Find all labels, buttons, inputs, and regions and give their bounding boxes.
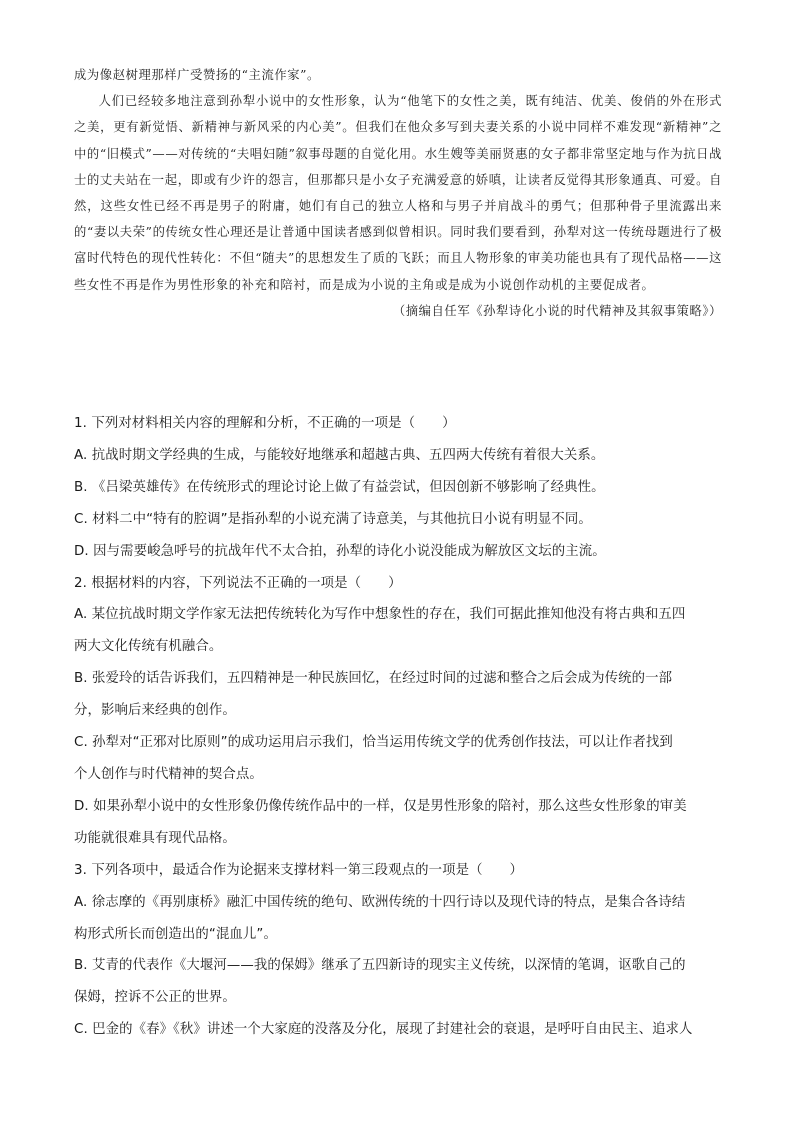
option-b-cont: 保姆，控诉不公正的世界。 xyxy=(74,990,236,1006)
option-d-cont: 功能就很难具有现代品格。 xyxy=(74,830,236,846)
passage-source: （摘编自任军《孙犁诗化小说的时代精神及其叙事策略》） xyxy=(392,303,722,318)
question-1 xyxy=(74,408,722,568)
option-c: C. 巴金的《春》《秋》讲述一个大家庭的没落及分化，展现了封建社会的衰退，是呼吁自由民主、追求人 xyxy=(74,1022,693,1038)
question-stem: 3. 下列各项中，最适合作为论据来支撑材料一第三段观点的一项是（ ） xyxy=(74,862,524,878)
option-a: A. 徐志摩的《再别康桥》融汇中国传统的绝句、欧洲传统的十四行诗以及现代诗的特点，是集合各诗结 xyxy=(74,894,686,910)
passage-paragraph: 人们已经较多地注意到孙犁小说中的女性形象，认为“他笔下的女性之美，既有纯洁、优美、俊俏的外在形式之美，更有新觉悟、新精神与新风采的内心美”。但我们在他众多写到夫妻关系的小说中同样不难发现“新精神”之中的“旧模式”——对传统的“夫唱妇随”叙事母题的自觉化用。水生嫂等美丽贤惠的女子都非常坚定地与作为抗日战士的丈夫站在一起，即或有少许的怨言，但那都只是小女子充满爱意的娇嗔，让读者反觉得其形象通真、可爱。自然，这些女性已经不再是男子的附庸，她们有自己的独立人格和与男子并肩战斗的勇气；但那种骨子里流露出来的“妻以夫荣”的传统女性心理还是让普通中国读者感到似曾相识。同时我们要看到，孙犁对这一传统母题进行了极富时代特色的现代性转化：不但“随夫”的思想发生了质的飞跃；而且人物形象的审美功能也具有了现代品格——这些女性不再是作为男性形象的补充和陪衬，而是成为小说的主角或是成为小说创作动机的主要促成者。 xyxy=(74,94,722,292)
option-c: C. 材料二中“特有的腔调”是指孙犁的小说充满了诗意美，与其他抗日小说有明显不同。 xyxy=(74,511,592,527)
option-b-cont: 分，影响后来经典的创作。 xyxy=(74,703,236,719)
question-stem: 2. 根据材料的内容，下列说法不正确的一项是（ ） xyxy=(74,575,402,591)
question-list xyxy=(74,408,722,1046)
option-b: B. 艾青的代表作《大堰河——我的保姆》继承了五四新诗的现实主义传统，以深情的笔调，讴歌自己的 xyxy=(74,958,686,974)
option-c: C. 孙犁对“正邪对比原则”的成功运用启示我们，恰当运用传统文学的优秀创作技法，可以让作者找到 xyxy=(74,735,673,751)
question-stem: 1. 下列对材料相关内容的理解和分析，不正确的一项是（ ） xyxy=(74,416,456,431)
question-3 xyxy=(74,855,722,1046)
option-a-cont: 两大文化传统有机融合。 xyxy=(74,639,223,655)
option-c-cont: 个人创作与时代精神的契合点。 xyxy=(74,766,263,782)
option-d: D. 因与需要峻急呼号的抗战年代不太合拍，孙犁的诗化小说没能成为解放区文坛的主流。 xyxy=(74,543,606,559)
question-2 xyxy=(74,568,722,855)
option-b: B. 《吕梁英雄传》在传统形式的理论讨论上做了有益尝试，但因创新不够影响了经典性。 xyxy=(74,479,605,495)
option-a: A. 某位抗战时期文学作家无法把传统转化为写作中想象性的存在，我们可据此推知他没有将古典和五四 xyxy=(74,607,686,623)
option-a-cont: 构形式所长而创造出的“混血儿”。 xyxy=(74,926,277,942)
option-b: B. 张爱玲的话告诉我们，五四精神是一种民族回忆，在经过时间的过滤和整合之后会成为传统的一部 xyxy=(74,671,673,687)
option-d: D. 如果孙犁小说中的女性形象仍像传统作品中的一样，仅是男性形象的陪衬，那么这些女性形象的审美 xyxy=(74,798,687,814)
reading-passage xyxy=(74,62,722,324)
option-a: A. 抗战时期文学经典的生成，与能较好地继承和超越古典、五四两大传统有着很大关系。 xyxy=(74,447,605,463)
passage-line-first: 成为像赵树理那样广受赞扬的“主流作家”。 xyxy=(74,68,320,82)
